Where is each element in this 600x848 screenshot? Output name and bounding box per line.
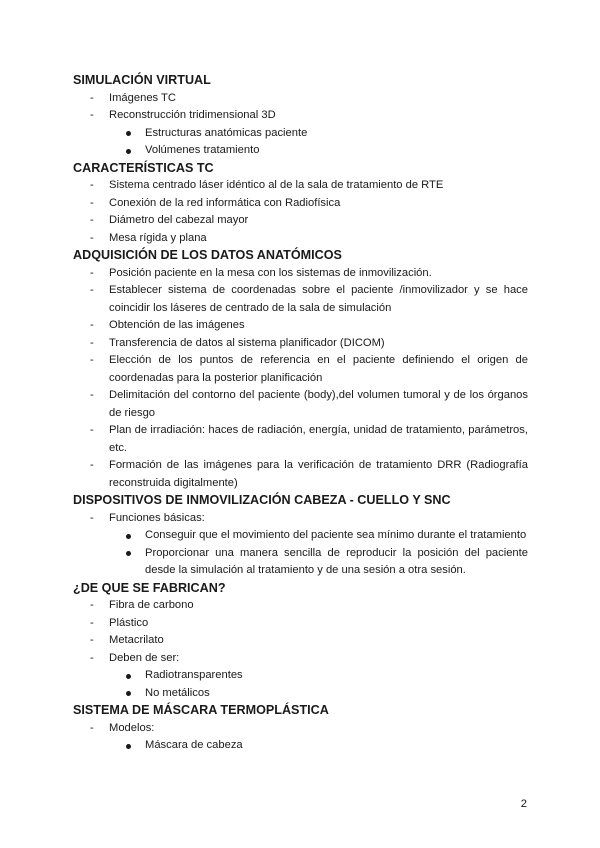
list-item [73, 265, 528, 283]
list-item-text: Sistema centrado láser idéntico al de la sala de tratamiento de RTE [109, 179, 444, 191]
list-item-text: Imágenes TC [109, 91, 176, 104]
bullet-list [109, 125, 528, 160]
bullet-list [109, 737, 528, 755]
bullet-item-text: Volúmenes tratamiento [145, 144, 260, 156]
sublist-container [73, 527, 528, 580]
list-item [73, 632, 528, 650]
sublist-container [73, 125, 528, 160]
dash-marker: - [90, 284, 94, 296]
section [73, 247, 528, 492]
list-item [73, 90, 528, 108]
bullet-item [109, 527, 528, 545]
dash-list [73, 510, 528, 580]
list-item [73, 510, 528, 528]
section-heading: CARACTERÍSTICAS TC [73, 160, 214, 175]
list-item-text: Elección de los puntos de referencia en el paciente definiendo el origen de coordenadas para la posterior planificación [109, 354, 528, 384]
list-item-text: Diámetro del cabezal mayor [109, 214, 249, 226]
list-item-text: Establecer sistema de coordenadas sobre el paciente /inmovilizador y se hace coincidir los láseres de centrado de la sala de simulación [109, 284, 528, 314]
list-item [73, 597, 528, 615]
list-item-text: Plan de irradiación: haces de radiación, energía, unidad de tratamiento, parámetros, etc. [109, 424, 528, 454]
sublist-container [73, 737, 528, 755]
dash-marker: - [90, 599, 94, 611]
bullet-item-text: Máscara de cabeza [145, 739, 243, 751]
dash-marker: - [90, 511, 94, 524]
section [73, 580, 528, 703]
list-item [73, 615, 528, 633]
list-item [73, 457, 528, 492]
dash-marker: - [90, 459, 94, 471]
bullet-item [109, 737, 528, 755]
dash-marker: - [90, 319, 94, 331]
list-item-text: Deben de ser: [109, 651, 180, 664]
list-item-text: Metacrilato [109, 634, 164, 646]
section-heading: ADQUISICIÓN DE LOS DATOS ANATÓMICOS [73, 248, 342, 262]
list-item-text: Mesa rígida y plana [109, 231, 207, 244]
list-item-text: Delimitación del contorno del paciente (body),del volumen tumoral y de los órganos de riesgo [109, 389, 528, 419]
dash-marker: - [90, 424, 94, 436]
section [73, 72, 528, 160]
section-heading: SISTEMA DE MÁSCARA TERMOPLÁSTICA [73, 703, 329, 717]
bullet-item-text: Estructuras anatómicas paciente [145, 126, 308, 139]
dash-marker: - [90, 721, 94, 734]
list-item-text: Conexión de la red informática con Radiofísica [109, 196, 341, 209]
list-item [73, 230, 528, 248]
section [73, 492, 528, 580]
list-item [73, 107, 528, 125]
bullet-item [109, 545, 528, 580]
dash-marker: - [90, 91, 94, 104]
list-item [73, 650, 528, 668]
list-item [73, 335, 528, 353]
list-item-text: Formación de las imágenes para la verificación de tratamiento DRR (Radiografía reconstruida digitalmente) [109, 459, 528, 489]
bullet-dot-icon [126, 674, 131, 679]
list-item [73, 317, 528, 335]
bullet-dot-icon [126, 534, 131, 539]
bullet-item-text: Conseguir que el movimiento del paciente sea mínimo durante el tratamiento [145, 529, 527, 541]
section-heading: ¿DE QUE SE FABRICAN? [73, 580, 226, 595]
bullet-dot-icon [126, 131, 131, 136]
bullet-item-text: Proporcionar una manera sencilla de reproducir la posición del paciente desde la simulación al tratamiento y de una sesión a otra sesión. [145, 546, 528, 576]
bullet-item [109, 125, 528, 143]
list-item-text: Plástico [109, 616, 149, 629]
list-item-text: Reconstrucción tridimensional 3D [109, 109, 276, 121]
dash-list [73, 90, 528, 160]
list-item-text: Fibra de carbono [109, 599, 194, 611]
dash-marker: - [90, 634, 94, 646]
dash-marker: - [90, 214, 94, 226]
bullet-item-text: No metálicos [145, 686, 210, 699]
section [73, 160, 528, 248]
list-item [73, 422, 528, 457]
dash-list [73, 597, 528, 702]
dash-list [73, 177, 528, 247]
list-item-text: Funciones básicas: [109, 511, 205, 524]
dash-marker: - [90, 109, 94, 121]
dash-marker: - [90, 389, 94, 401]
bullet-dot-icon [126, 551, 131, 556]
section [73, 702, 528, 755]
list-item [73, 282, 528, 317]
list-item [73, 195, 528, 213]
bullet-item [109, 142, 528, 160]
list-item [73, 387, 528, 422]
sublist-container [73, 667, 528, 702]
dash-marker: - [90, 616, 94, 629]
section-heading: SIMULACIÓN VIRTUAL [73, 73, 211, 87]
list-item-text: Modelos: [109, 721, 155, 734]
list-item-text: Posición paciente en la mesa con los sistemas de inmovilización. [109, 266, 432, 279]
dash-marker: - [90, 231, 94, 244]
list-item-text: Transferencia de datos al sistema planificador (DICOM) [109, 336, 385, 349]
document-body [73, 72, 528, 755]
dash-marker: - [90, 196, 94, 209]
list-item [73, 212, 528, 230]
dash-list [73, 720, 528, 755]
dash-marker: - [90, 336, 94, 349]
list-item [73, 352, 528, 387]
bullet-dot-icon [126, 149, 131, 154]
list-item [73, 720, 528, 738]
bullet-list [109, 527, 528, 580]
section-heading: DISPOSITIVOS DE INMOVILIZACIÓN CABEZA - CUELLO Y SNC [73, 493, 451, 507]
bullet-dot-icon [126, 744, 131, 749]
list-item [73, 177, 528, 195]
dash-marker: - [90, 354, 94, 366]
bullet-item-text: Radiotransparentes [145, 669, 243, 681]
dash-marker: - [90, 266, 94, 279]
bullet-dot-icon [126, 691, 131, 696]
dash-marker: - [90, 179, 94, 191]
dash-list [73, 265, 528, 493]
bullet-item [109, 667, 528, 685]
bullet-list [109, 667, 528, 702]
list-item-text: Obtención de las imágenes [109, 319, 245, 331]
page-number: 2 [520, 798, 527, 810]
dash-marker: - [90, 651, 94, 664]
bullet-item [109, 685, 528, 703]
